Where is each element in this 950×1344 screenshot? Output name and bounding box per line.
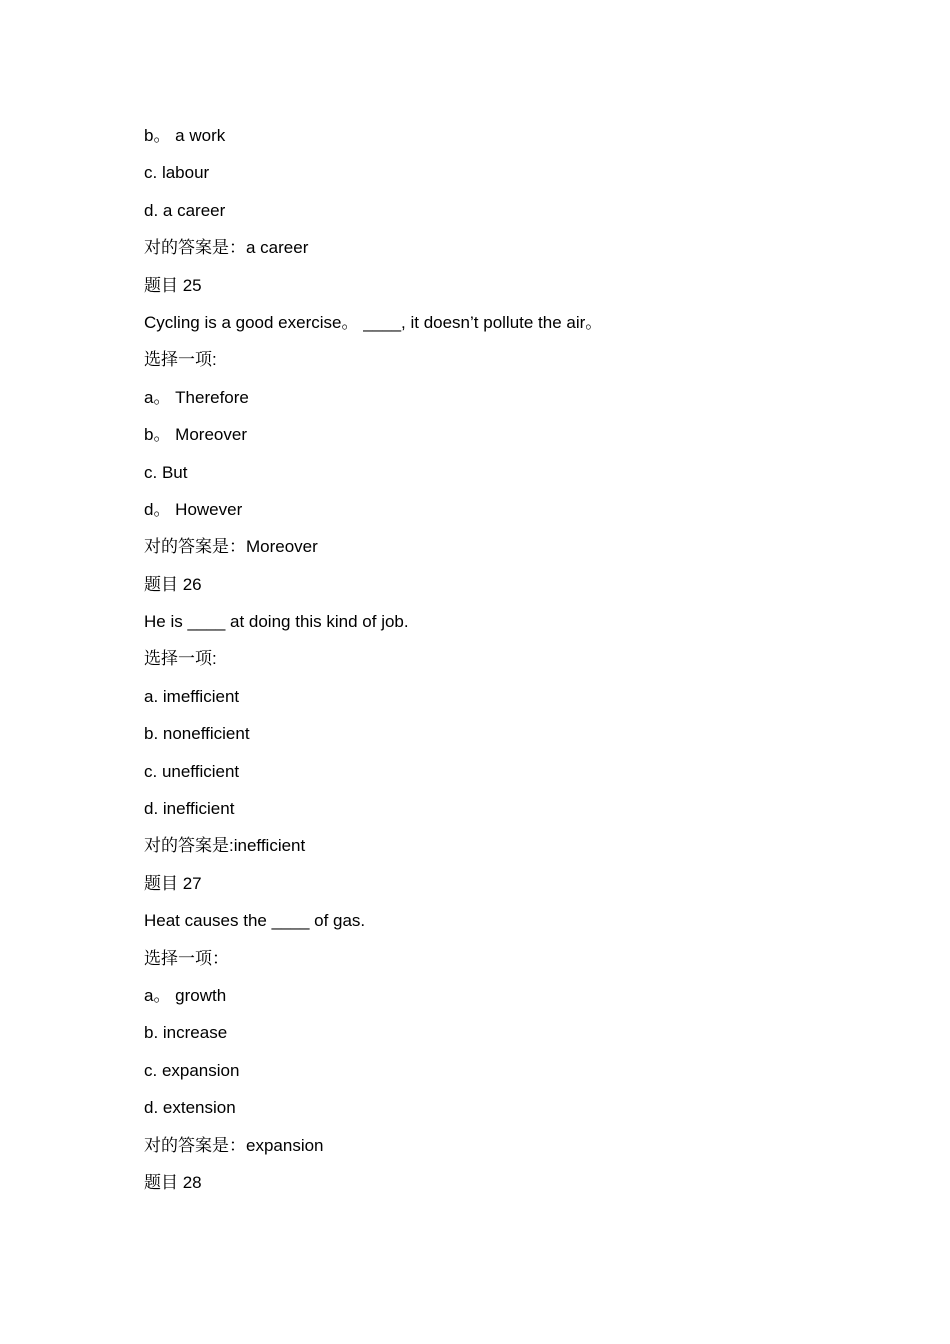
correct-answer: 对的答案是：Moreover bbox=[144, 537, 318, 557]
option-a: a. imefficient bbox=[144, 686, 240, 706]
option-b: b. increase bbox=[144, 1023, 228, 1043]
option-d: d. extension bbox=[144, 1098, 236, 1118]
document-page bbox=[144, 124, 844, 1208]
question-text: Heat causes the ____ of gas. bbox=[144, 911, 366, 931]
option-c: c. expansion bbox=[144, 1060, 240, 1080]
correct-answer: 对的答案是:inefficient bbox=[144, 836, 306, 856]
option-b: b。 Moreover bbox=[144, 425, 247, 445]
correct-answer: 对的答案是：a career bbox=[144, 238, 309, 258]
question-heading: 题目 25 bbox=[144, 275, 202, 295]
option-b: b。 a work bbox=[144, 126, 226, 145]
correct-answer: 对的答案是：expansion bbox=[144, 1135, 324, 1155]
option-d: d. inefficient bbox=[144, 799, 235, 819]
question-text: He is ____ at doing this kind of job. bbox=[144, 612, 409, 632]
option-c: c. unefficient bbox=[144, 761, 240, 781]
choose-one-label: 选择一项: bbox=[144, 350, 217, 370]
question-heading: 题目 27 bbox=[144, 873, 202, 893]
question-heading: 题目 26 bbox=[144, 574, 202, 594]
choose-one-label: 选择一项: bbox=[144, 649, 217, 669]
option-b: b. nonefficient bbox=[144, 724, 250, 744]
option-a: a。 growth bbox=[144, 985, 227, 1005]
option-d: d. a career bbox=[144, 200, 226, 220]
option-c: c. labour bbox=[144, 163, 210, 183]
option-c: c. But bbox=[144, 462, 188, 482]
question-text: Cycling is a good exercise。 ____, it doesn’t pollute the air。 bbox=[144, 312, 603, 332]
option-d: d。 However bbox=[144, 499, 243, 519]
choose-one-label: 选择一项： bbox=[144, 948, 229, 968]
question-heading: 题目 28 bbox=[144, 1172, 202, 1192]
option-a: a。 Therefore bbox=[144, 387, 249, 407]
